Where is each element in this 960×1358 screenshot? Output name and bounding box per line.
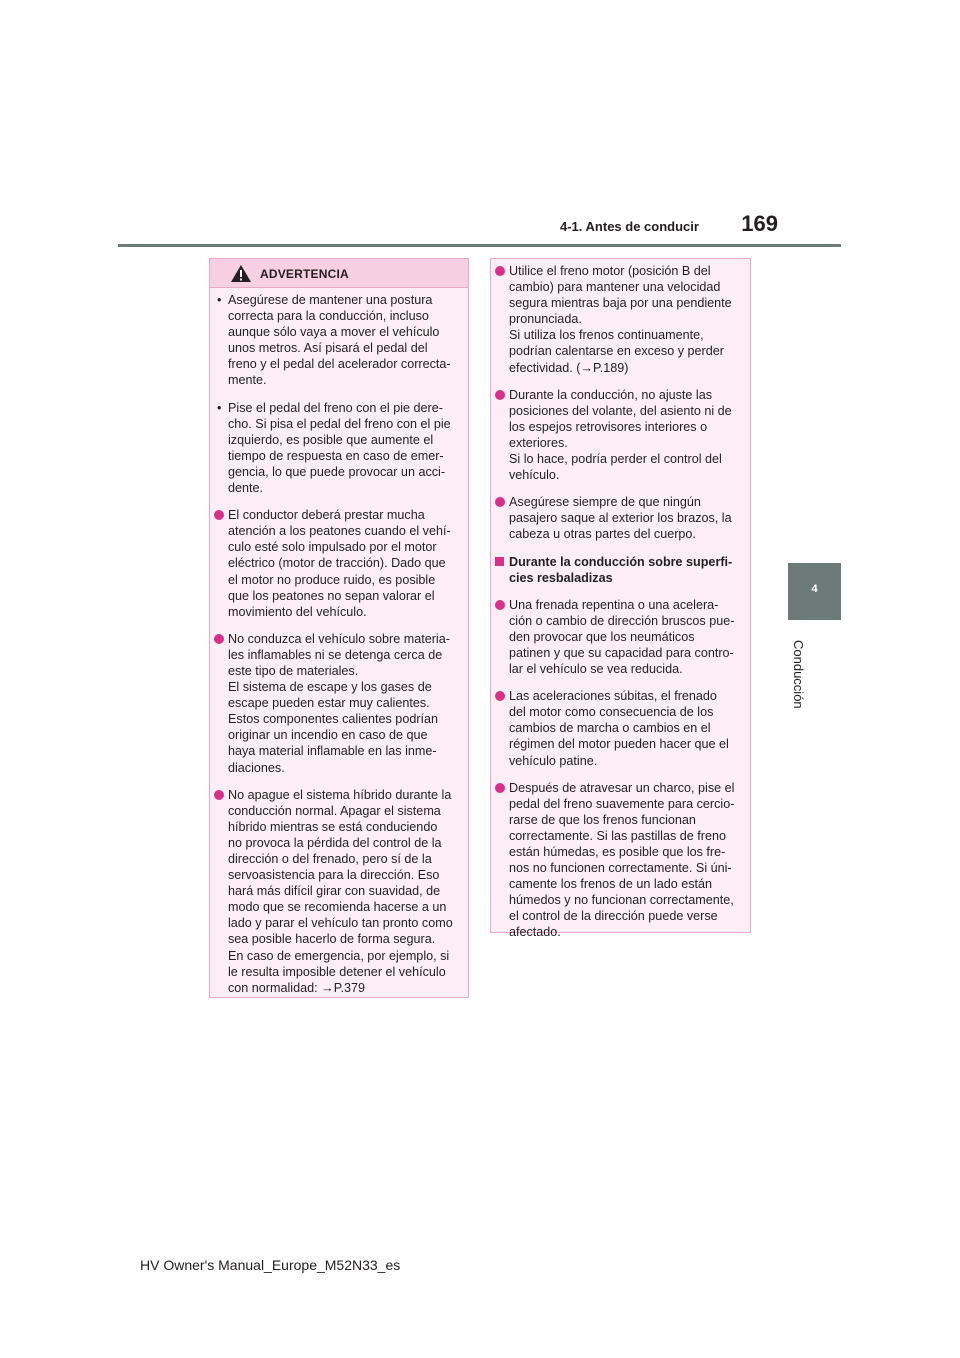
- list-item: [210, 507, 468, 620]
- list-item: [491, 494, 750, 542]
- list-item-text: Una frenada repentina o una acelera- ción o cambio de dirección bruscos pue- den provocar que los neumáticos patinen y que su capacidad para contro- lar el vehículo se vea reducida.: [509, 597, 735, 677]
- warning-list: [210, 292, 468, 1007]
- list-item: [210, 787, 468, 996]
- dot-bullet-icon: [214, 510, 224, 520]
- bullet-marker: •: [217, 400, 222, 415]
- list-item-text: No conduzca el vehículo sobre materia- les inflamables ni se detenga cerca de este tipo de materiales. El sistema de escape y los gases de escape pueden estar muy calientes. Estos componentes calientes podrían originar un incendio en caso de que haya material inflamable en las inme- diaciones.: [228, 631, 450, 775]
- list-item: [210, 400, 468, 497]
- list-item: [491, 554, 750, 586]
- dot-bullet-icon: [495, 266, 505, 276]
- warning-box: [209, 258, 469, 998]
- chapter-label-text: Conducción: [791, 640, 806, 709]
- dot-bullet-icon: [214, 790, 224, 800]
- dot-bullet-icon: [495, 691, 505, 701]
- warning-triangle-icon: [230, 264, 252, 283]
- list-item-text: Durante la conducción, no ajuste las posiciones del volante, del asiento ni de los espejos retrovisores interiores o exteriores. Si lo hace, podría perder el control del vehículo.: [509, 387, 732, 483]
- dot-bullet-icon: [495, 497, 505, 507]
- list-item: [491, 780, 750, 941]
- list-item: [210, 292, 468, 389]
- bullet-marker: •: [217, 293, 222, 307]
- list-item-text: Utilice el freno motor (posición B del cambio) para mantener una velocidad segura mientras baja por una pendiente pronunciada. Si utiliza los frenos continuamente, podrían calentarse en exceso y perder efectividad. (→P.189): [509, 264, 732, 375]
- chapter-number: 4: [811, 583, 818, 595]
- caution-list: [491, 263, 750, 952]
- header-rule: [118, 244, 841, 247]
- page-number: 169: [741, 211, 778, 236]
- list-item: [491, 387, 750, 484]
- list-item: [491, 597, 750, 677]
- list-item-text: Pise el pedal del freno con el pie dere- cho. Si pisa el pedal del freno con el pie izquierdo, es posible que aumente el tiempo de respuesta en caso de emer- gencia, lo que puede provocar un acci- dente.: [228, 400, 451, 496]
- caution-box: [490, 258, 751, 940]
- dot-bullet-icon: [495, 390, 505, 400]
- warning-title: ADVERTENCIA: [260, 267, 349, 281]
- dot-bullet-icon: [495, 783, 505, 793]
- list-item-text: Asegúrese siempre de que ningún pasajero saque al exterior los brazos, la cabeza u otras partes del cuerpo.: [509, 495, 732, 542]
- list-item-text: Durante la conducción sobre superfi- cies resbaladizas: [509, 554, 733, 585]
- list-item: [491, 263, 750, 376]
- chapter-tab: [788, 563, 841, 620]
- dot-bullet-icon: [495, 600, 505, 610]
- list-item-text: El conductor deberá prestar mucha atención a los peatones cuando el vehí- culo esté solo impulsado por el motor eléctrico (motor de tracción). Dado que el motor no produce ruido, es posible que los peatones no sepan valorar el movimiento del vehículo.: [228, 508, 451, 619]
- warning-header: [210, 259, 468, 288]
- square-bullet-icon: [495, 557, 504, 566]
- dot-bullet-icon: [214, 634, 224, 644]
- chapter-label: [768, 640, 828, 709]
- footer-text: HV Owner's Manual_Europe_M52N33_es: [140, 1257, 401, 1273]
- list-item-text: Después de atravesar un charco, pise el pedal del freno suavemente para cercio- rarse de que los frenos funcionan correctamente. Si las pastillas de freno están húmedas, es posible que los fre- nos no funcionen correctamente. Si úni- camente los frenos de un lado están húmedos y no funcionan correctamente, el control de la dirección puede verse afectado.: [509, 780, 735, 940]
- list-item: [491, 688, 750, 768]
- list-item: [210, 631, 468, 776]
- list-item-text: Las aceleraciones súbitas, el frenado del motor como consecuencia de los cambios de marcha o cambios en el régimen del motor pueden hacer que el vehículo patine.: [509, 689, 729, 768]
- list-item-text: No apague el sistema híbrido durante la conducción normal. Apagar el sistema híbrido mientras se está conduciendo no provoca la pérdida del control de la dirección o del frenado, pero sí de la servoasistencia para la dirección. Eso hará más difícil girar con suavidad, de modo que se recomienda hacerse a un lado y parar el vehículo tan pronto como sea posible hacerlo de forma segura. En caso de emergencia, por ejemplo, si le resulta imposible detener el vehículo con normalidad: →P.379: [228, 787, 453, 995]
- list-item-text: Asegúrese de mantener una postura correcta para la conducción, incluso aunque sólo vaya a mover el vehículo unos metros. Así pisará el pedal del freno y el pedal del acelerador correcta- mente.: [228, 293, 451, 388]
- section-title: 4-1. Antes de conducir: [560, 219, 699, 234]
